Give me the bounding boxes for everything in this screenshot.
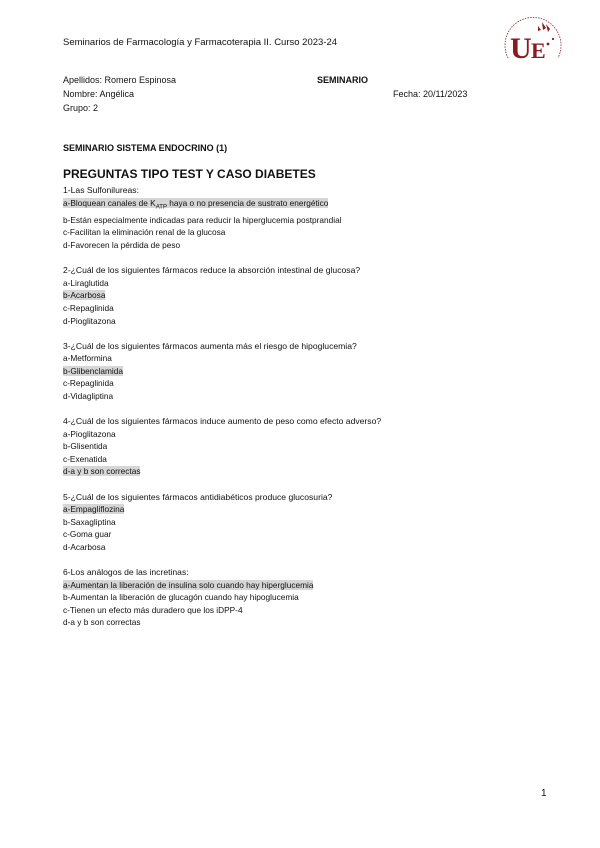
question-block (63, 491, 533, 554)
answer-option-text (63, 227, 225, 237)
answer-option (63, 377, 533, 390)
answer-option (63, 440, 533, 453)
answer-option (63, 453, 533, 466)
answer-option (63, 289, 533, 302)
answer-option-highlighted (63, 366, 123, 376)
student-apellidos: Apellidos: Romero Espinosa (63, 75, 177, 85)
answer-option-text (63, 391, 113, 401)
question-block (63, 264, 533, 327)
question-text: 1-Las Sulfonilureas: (63, 185, 139, 195)
answer-option-text: c-Repaglinida (63, 302, 114, 313)
answer-option-highlighted (63, 580, 313, 590)
answer-option-text: c-Exenatida (63, 453, 107, 464)
answer-option-text (63, 429, 116, 439)
question-text: 3-¿Cuál de los siguientes fármacos aumenta más el riesgo de hipoglucemia? (63, 340, 357, 351)
questions-list (63, 184, 533, 641)
seminario-label: SEMINARIO (317, 75, 369, 85)
answer-option-text (63, 240, 180, 250)
answer-option-text (63, 303, 114, 313)
answer-option-text: a-Bloquean canales de K (63, 197, 156, 208)
student-grupo: Grupo: 2 (63, 103, 99, 113)
answer-option (63, 604, 533, 617)
answer-option (63, 315, 533, 328)
university-logo-icon (498, 14, 568, 70)
answer-option-text: a-Empagliflozina (63, 504, 125, 515)
answer-option-text: a-Aumentan la liberación de insulina solo cuando hay hiperglucemia (63, 579, 314, 590)
answer-option (63, 465, 533, 478)
answer-option-highlighted (63, 466, 140, 476)
answer-option-text: c-Facilitan la eliminación renal de la glucosa (63, 227, 226, 238)
answer-option-text (63, 353, 112, 363)
question-block (63, 340, 533, 403)
document-header: Seminarios de Farmacología y Farmacoterapia II. Curso 2023-24 (63, 37, 338, 48)
answer-option (63, 197, 533, 214)
answer-option (63, 503, 533, 516)
fecha-label: Fecha: 20/11/2023 (393, 89, 468, 99)
answer-option-text: a-Liraglutida (63, 277, 109, 288)
answer-option-highlighted (63, 504, 124, 514)
answer-option-highlighted (63, 197, 329, 211)
subscript-text: ATP (155, 204, 167, 211)
answer-option-text: b-Glibenclamida (63, 365, 123, 376)
answer-option-text: c-Repaglinida (63, 378, 114, 389)
answer-option-text (63, 592, 299, 602)
student-nombre: Nombre: Angélica (63, 89, 135, 99)
answer-option-text (63, 605, 243, 615)
answer-option-text: d-a y b son correctas (63, 617, 141, 628)
answer-option-text (63, 517, 116, 527)
answer-option-text: c-Goma guar (63, 529, 112, 540)
answer-option (63, 302, 533, 315)
answer-option-text: b-Glisentida (63, 441, 108, 452)
page-number: 1 (541, 788, 547, 799)
answer-option (63, 239, 533, 252)
answer-option (63, 226, 533, 239)
answer-option-highlighted (63, 290, 105, 300)
answer-option-text: d-Pioglitazona (63, 315, 116, 326)
question-block (63, 184, 533, 252)
answer-option-text: a-Metformina (63, 353, 112, 364)
question-text: 6-Los análogos de las incretinas: (63, 567, 189, 577)
question-text: 4-¿Cuál de los siguientes fármacos induce aumento de peso como efecto adverso? (63, 416, 382, 427)
question-block (63, 566, 533, 629)
answer-option (63, 591, 533, 604)
answer-option (63, 579, 533, 592)
answer-option (63, 277, 533, 290)
answer-option-text (63, 215, 342, 225)
answer-option (63, 528, 533, 541)
section-title: PREGUNTAS TIPO TEST Y CASO DIABETES (63, 167, 316, 181)
answer-option-text: d-Favorecen la pérdida de peso (63, 240, 181, 251)
answer-option-text: b-Están especialmente indicadas para reducir la hiperglucemia postprandial (63, 214, 342, 225)
answer-option-text (63, 529, 111, 539)
answer-option-text (63, 316, 116, 326)
question-block (63, 415, 533, 478)
answer-option-text: b-Saxagliptina (63, 516, 116, 527)
answer-option-text: d-a y b son correctas (63, 466, 141, 477)
answer-option (63, 516, 533, 529)
answer-option-text: b-Aumentan la liberación de glucagón cuando hay hipoglucemia (63, 592, 299, 603)
question-text: 5-¿Cuál de los siguientes fármacos antidiabéticos produce glucosuria? (63, 491, 333, 502)
answer-option-text (63, 378, 114, 388)
answer-option-text: d-Vidagliptina (63, 390, 114, 401)
answer-option-text (63, 441, 107, 451)
answer-option-text (63, 617, 140, 627)
question-text: 2-¿Cuál de los siguientes fármacos reduce la absorción intestinal de glucosa? (63, 265, 361, 276)
answer-option-text (63, 454, 107, 464)
answer-option-text-cont: haya o no presencia de sustrato energético (166, 197, 329, 208)
answer-option (63, 214, 533, 227)
answer-option (63, 390, 533, 403)
svg-text:E: E (531, 38, 546, 63)
answer-option-text: b-Acarbosa (63, 290, 106, 301)
answer-option-text: a-Pioglitazona (63, 428, 116, 439)
answer-option (63, 616, 533, 629)
answer-option-text (63, 542, 105, 552)
answer-option (63, 365, 533, 378)
answer-option (63, 541, 533, 554)
answer-option-text: d-Acarbosa (63, 541, 106, 552)
seminar-title: SEMINARIO SISTEMA ENDOCRINO (1) (63, 143, 228, 153)
answer-option-text (63, 278, 109, 288)
university-logo (498, 14, 568, 70)
answer-option (63, 352, 533, 365)
svg-text:U: U (510, 32, 532, 65)
answer-option-text: c-Tienen un efecto más duradero que los iDPP-4 (63, 604, 243, 615)
answer-option (63, 428, 533, 441)
